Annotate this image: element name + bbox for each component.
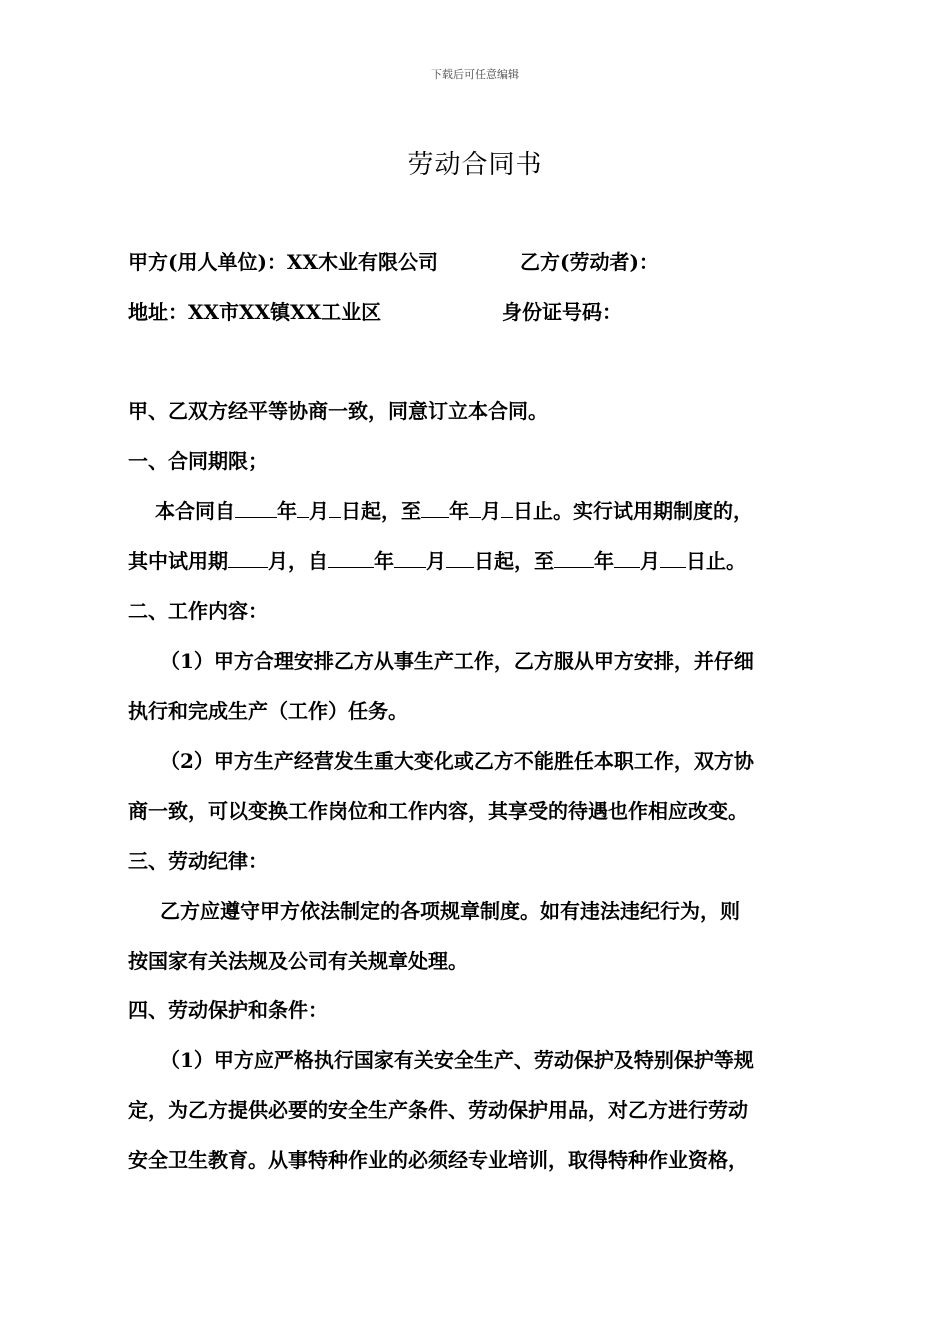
term-text: 月，自 (268, 549, 328, 573)
term-text: 年 (374, 549, 394, 573)
blank-field (501, 499, 513, 518)
address-line: 地址：XX市XX镇XX工业区 (128, 300, 382, 324)
section-3-line-2: 按国家有关法规及公司有关规章处理。 (128, 949, 468, 973)
section-2-heading: 二、工作内容： (128, 599, 268, 623)
term-text: 年 (277, 499, 297, 523)
section-4-item-1-line-1: （1）甲方应严格执行国家有关安全生产、劳动保护及特别保护等规 (160, 1048, 754, 1072)
section-4-item-1-line-2: 定，为乙方提供必要的安全生产条件、劳动保护用品，对乙方进行劳动 (128, 1098, 748, 1122)
term-text: 其中试用期 (128, 549, 228, 573)
blank-field (446, 549, 474, 568)
term-text: 月 (426, 549, 446, 573)
party-b-line: 乙方(劳动者)： (520, 250, 659, 274)
blank-field (554, 549, 594, 568)
term-text: 日起，至 (341, 499, 421, 523)
page-header-note: 下载后可任意编辑 (431, 68, 519, 81)
section-4-heading: 四、劳动保护和条件： (128, 998, 328, 1022)
blank-field (469, 499, 481, 518)
section-3-heading: 三、劳动纪律： (128, 849, 268, 873)
term-text: 月 (640, 549, 660, 573)
section-3-line-1: 乙方应遵守甲方依法制定的各项规章制度。如有违法违纪行为，则 (160, 899, 740, 923)
blank-field (297, 499, 309, 518)
term-text: 日止。实行试用期制度的， (513, 499, 753, 523)
blank-field (660, 549, 686, 568)
term-text: 月 (481, 499, 501, 523)
term-text: 日起，至 (474, 549, 554, 573)
section-2-item-1-line-1: （1）甲方合理安排乙方从事生产工作，乙方服从甲方安排，并仔细 (160, 649, 754, 673)
term-line-1 (155, 497, 753, 525)
section-2-item-2-line-1: （2）甲方生产经营发生重大变化或乙方不能胜任本职工作，双方协 (160, 749, 754, 773)
blank-field (421, 499, 449, 518)
section-2-item-2-line-2: 商一致，可以变换工作岗位和工作内容，其享受的待遇也作相应改变。 (128, 799, 748, 823)
term-text: 年 (594, 549, 614, 573)
blank-field (328, 549, 374, 568)
term-text: 本合同自 (155, 499, 235, 523)
term-line-2 (128, 547, 746, 575)
intro-paragraph: 甲、乙双方经平等协商一致，同意订立本合同。 (128, 399, 548, 423)
id-number-line: 身份证号码： (502, 300, 622, 324)
section-4-item-1-line-3: 安全卫生教育。从事特种作业的必须经专业培训，取得特种作业资格， (128, 1148, 748, 1172)
section-1-heading: 一、合同期限； (128, 449, 268, 473)
term-text: 年 (449, 499, 469, 523)
blank-field (235, 499, 277, 518)
blank-field (394, 549, 426, 568)
blank-field (329, 499, 341, 518)
blank-field (228, 549, 268, 568)
term-text: 日止。 (686, 549, 746, 573)
term-text: 月 (309, 499, 329, 523)
document-title: 劳动合同书 (407, 150, 543, 180)
party-a-line: 甲方(用人单位)：XX木业有限公司 (128, 250, 438, 274)
section-2-item-1-line-2: 执行和完成生产（工作）任务。 (128, 699, 408, 723)
blank-field (614, 549, 640, 568)
